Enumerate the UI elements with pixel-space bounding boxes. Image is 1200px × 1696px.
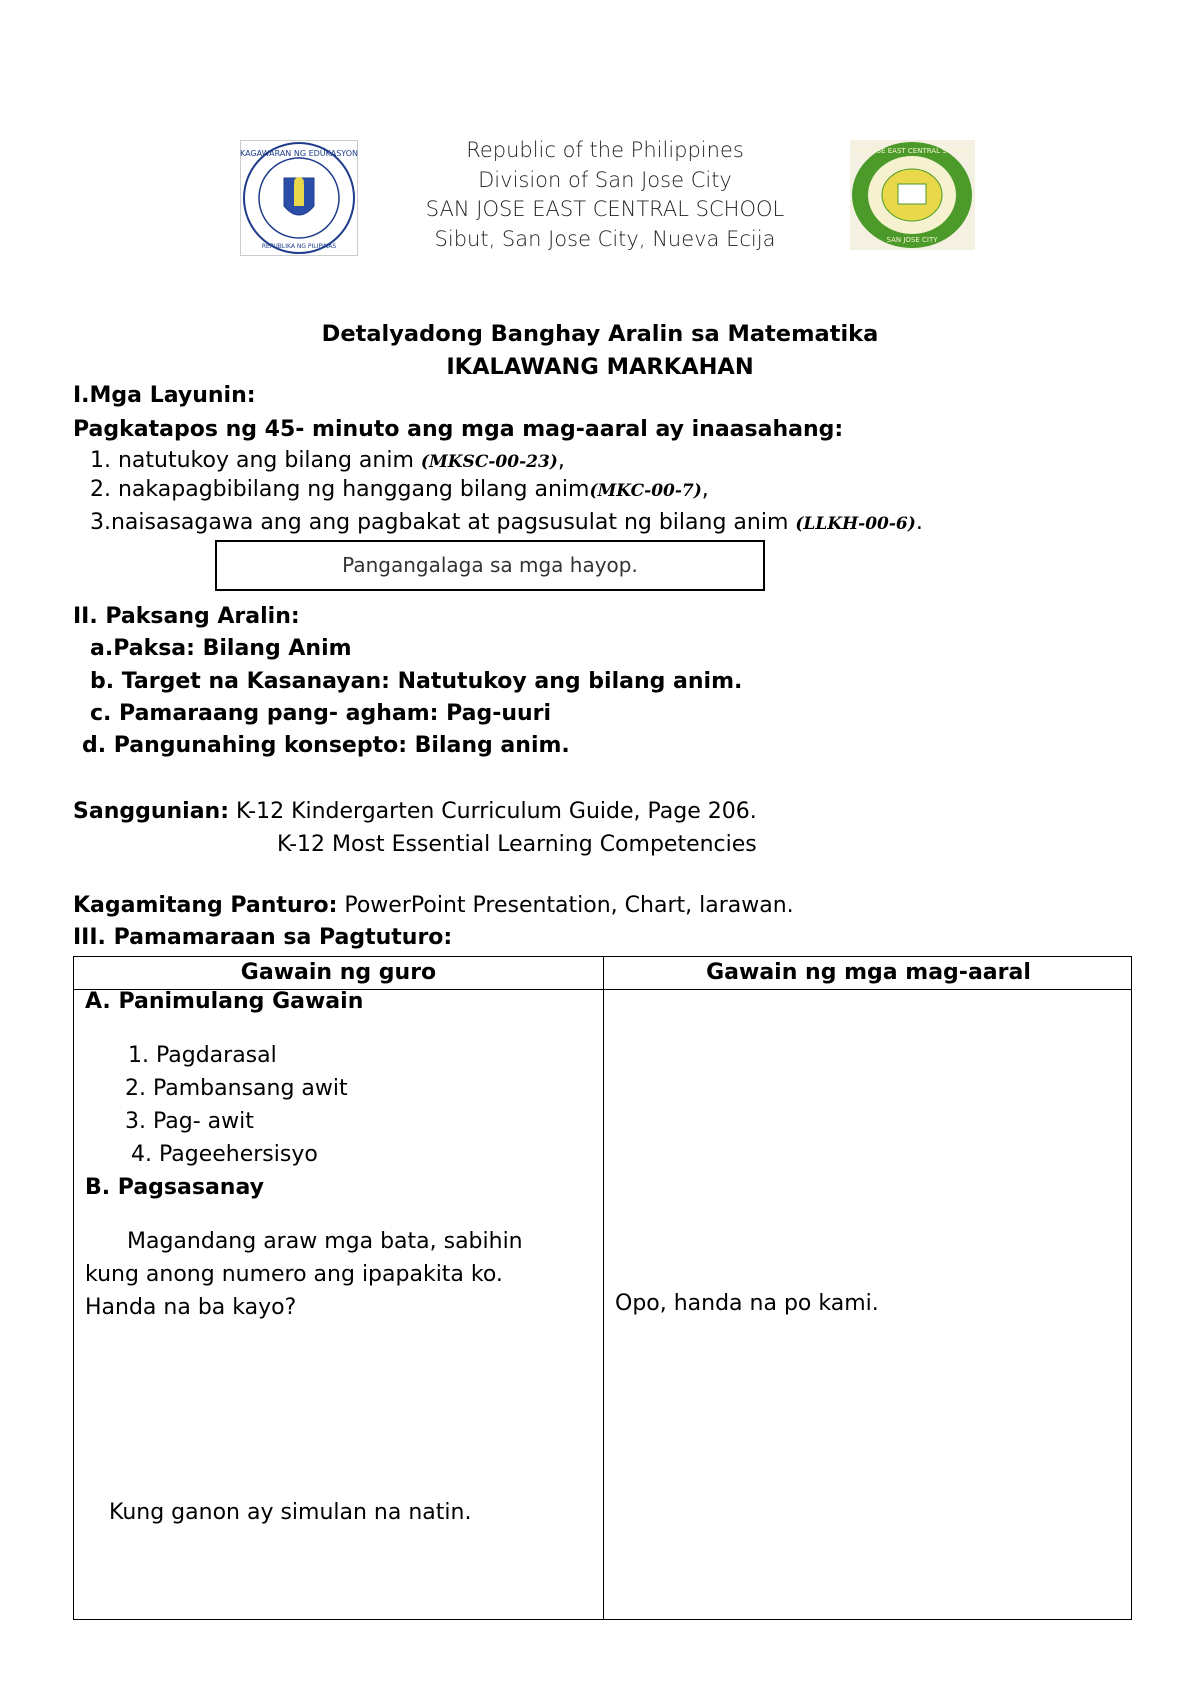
section-a-heading: A. Panimulang Gawain <box>85 989 364 1014</box>
teacher-line-3: Handa na ba kayo? <box>85 1295 297 1320</box>
objective-punct: . <box>915 510 923 535</box>
document-title: Detalyadong Banghay Aralin sa Matematika <box>321 321 879 347</box>
subject-science-process: c. Pamaraang pang- agham: Pag-uuri <box>90 701 552 726</box>
objective-text: 2. nakapagbibilang ng hanggang bilang anim <box>90 477 590 502</box>
activity-item-1: 1. Pagdarasal <box>128 1043 277 1068</box>
teacher-line-1: Magandang araw mga bata, sabihin <box>127 1229 523 1254</box>
objective-text: 3.naisasagawa ang ang pagbakat at pagsusulat ng bilang anim <box>90 510 796 535</box>
subject-main-concept: d. Pangunahing konsepto: Bilang anim. <box>82 733 570 758</box>
teacher-line-2: kung anong numero ang ipapakita ko. <box>85 1262 503 1287</box>
seal-text-top: SAN JOSE EAST CENTRAL SCHOOL <box>852 147 972 155</box>
objective-punct: , <box>557 448 565 473</box>
school-seal-logo <box>850 140 975 250</box>
objective-punct: , <box>701 477 709 502</box>
references-value-1: K-12 Kindergarten Curriculum Guide, Page 206. <box>229 799 757 824</box>
column-header-student: Gawain ng mga mag-aaral <box>706 960 1031 985</box>
document-subtitle: IKALAWANG MARKAHAN <box>446 354 754 380</box>
objective-item-2 <box>90 477 709 502</box>
column-header-teacher: Gawain ng guro <box>240 960 437 985</box>
seal-text-bottom: SAN JOSE CITY <box>886 236 938 244</box>
procedure-heading: III. Pamamaraan sa Pagtuturo: <box>73 925 453 950</box>
references-line-1 <box>73 799 757 824</box>
school-header <box>380 136 830 254</box>
competency-code: (LLKH-00-6) <box>795 514 916 534</box>
header-school-name: SAN JOSE EAST CENTRAL SCHOOL <box>425 197 785 221</box>
teacher-closing-line: Kung ganon ay simulan na natin. <box>109 1500 472 1525</box>
subject-target-skill: b. Target na Kasanayan: Natutukoy ang bilang anim. <box>90 669 743 694</box>
objective-text: 1. natutukoy ang bilang anim <box>90 448 421 473</box>
competency-code: (MKC-00-7) <box>589 481 702 501</box>
seal-text-bottom: REPUBLIKA NG PILIPINAS <box>261 243 337 250</box>
competency-code: (MKSC-00-23) <box>420 452 558 472</box>
references-label: Sanggunian: <box>73 799 230 824</box>
objective-item-1 <box>90 448 565 473</box>
references-value-2: K-12 Most Essential Learning Competencies <box>277 832 757 857</box>
procedure-table <box>73 956 1132 1620</box>
section-b-heading: B. Pagsasanay <box>85 1175 264 1200</box>
header-division: Division of San Jose City <box>478 167 732 192</box>
activity-item-2: 2. Pambansang awit <box>125 1076 348 1101</box>
header-address: Sibut, San Jose City, Nueva Ecija <box>434 226 776 251</box>
subject-topic: a.Paksa: Bilang Anim <box>90 636 352 661</box>
header-republic: Republic of the Philippines <box>466 138 744 162</box>
materials-value: PowerPoint Presentation, Chart, larawan. <box>337 893 794 918</box>
seal-text-top: KAGAWARAN NG EDUKASYON <box>240 149 358 158</box>
values-integration-box: Pangangalaga sa mga hayop. <box>215 540 765 591</box>
activity-item-3: 3. Pag- awit <box>125 1109 254 1134</box>
table-column-divider <box>603 957 604 1619</box>
materials-label: Kagamitang Panturo: <box>73 893 338 918</box>
activity-item-4: 4. Pageehersisyo <box>131 1142 318 1167</box>
materials-line <box>73 893 794 918</box>
deped-seal-logo <box>240 140 358 256</box>
objectives-heading: I.Mga Layunin: <box>73 383 256 408</box>
objective-item-3 <box>90 510 923 535</box>
student-reply: Opo, handa na po kami. <box>615 1291 879 1316</box>
objectives-intro: Pagkatapos ng 45- minuto ang mga mag-aaral ay inaasahang: <box>73 417 844 442</box>
subject-heading: II. Paksang Aralin: <box>73 604 300 629</box>
